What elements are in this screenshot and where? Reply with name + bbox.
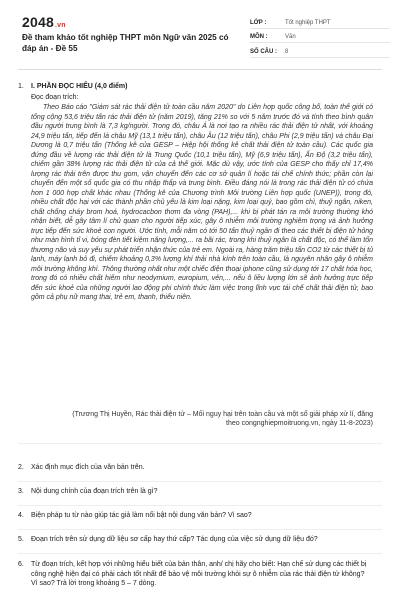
question-number: 5. (18, 536, 24, 543)
logo-suffix: .vn (54, 22, 66, 29)
meta-row-count (250, 43, 390, 58)
section-title (18, 82, 127, 92)
question-text: Từ đoạn trích, kết hợp với những hiểu biết của bản thân, anh/ chị hãy cho biết: Hạn chế sử dụng các thiết bị công nghệ hiện đại có phải cách tốt nhất để bảo vệ môi trường khỏi sự ô nhiễm của rác thải điện tử không? Vì sao? Trả lời trong khoảng 5 – 7 dòng. (31, 561, 367, 587)
question-number: 3. (18, 488, 24, 495)
divider (18, 481, 382, 482)
source-citation-link: theo congnghiepmoitruong.vn, ngày 11-8-2023) (226, 420, 373, 427)
meta-value: Văn (285, 34, 296, 40)
divider (18, 443, 382, 444)
meta-row-subject (250, 29, 390, 44)
question-number: 1. (18, 83, 24, 90)
question-text: Đoạn trích trên sử dụng dữ liệu sơ cấp hay thứ cấp? Tác dụng của việc sử dụng dữ liệu đó? (31, 536, 318, 543)
section-heading: I. PHẦN ĐỌC HIỂU (4,0 điểm) (31, 83, 128, 90)
question-number: 6. (18, 561, 24, 568)
reading-label: Đọc đoạn trích: (31, 94, 79, 101)
divider (18, 529, 382, 530)
divider (18, 553, 382, 554)
header-divider (18, 69, 382, 70)
question-number: 4. (18, 512, 24, 519)
question-text: Nội dung chính của đoạn trích trên là gì? (31, 488, 158, 495)
site-logo[interactable] (22, 14, 66, 30)
reading-passage: Theo Báo cáo "Giám sát rác thải điện tử toàn cầu năm 2020" do Liên hợp quốc công bố, toàn thế giới có tổng cộng 53,6 triệu tấn rác thải điện tử (năm 2019), tăng 21% so với 5 năm trước đó và tính theo bình quân đầu người trung bình là 7,3 kg/người. Trong đó, châu Á là nơi tạo ra nhiều rác thải điện tử nhất, với khoảng 24,9 triệu tấn, tiếp đến là châu Mỹ (13,1 triệu tấn), châu Âu (12 triệu tấn), châu Phi (2,9 triệu tấn) và châu Đại Dương là 0,7 triệu tấn (Thống kê của GESP – Hiệp hội thống kê chất thải điện tử toàn cầu). Các quốc gia đứng đầu về lượng rác thải điện tử là Trung Quốc (10,1 triệu tấn), Mỹ (6,9 triệu tấn), Ấn Độ (3,2 triệu tấn), chiếm gần 38% lượng rác thải điện tử của cả thế giới. Mặc dù vậy, ước tính của GESP cho thấy chỉ 17,4% lượng rác thải trên được thu gom, vận chuyển đến các cơ sở quản lí hoặc tái chế chính thức; phần còn lại chuyển đến một số quốc gia có thu nhập thấp và trung bình. Điều đáng nói là trong rác thải điện tử có chứa hơn 1 000 hợp chất khác nhau (Thống kê của Chương trình Môi trường Liên hợp quốc (UNEP)), trong đó, nhiều chất độc hại với các thành phần chủ yếu là kim loại nặng, kim loại quý, bao gồm chì, thuỷ ngân, niken, chất chống cháy brom hoá, hydrocacbon thơm đa vòng (PAH),... khi bị phát tán ra môi trường thường khó nhận biết, dễ gây tâm lí chủ quan cho người tiếp xúc, gây ô nhiễm môi trường nghiêm trọng và ảnh hưởng trực tiếp đến sức khoẻ con người. Ước tính, mỗi năm có tới 50 tấn thuỷ ngân đi theo các thiết bị điện tử hỏng như màn hình tỉ vi, bóng đèn tiết kiệm năng lượng,... ra bãi rác, trong khi thuỷ ngân là chất độc, có thể làm tổn thương não và suy yếu sự phát triển nhận thức của trẻ em. Ngoài ra, hàng trăm triệu tấn CO2 từ các thiết bị tủ lạnh, máy lạnh bỏ đi, chiếm khoảng 0,3% lượng khí thải nhà kính trên toàn cầu, là nguyên nhân gây ô nhiễm môi trường không khí. Thông thường nhất như một chiếc điện thoại iphone cũng sử dụng tới 17 chất hóa học, trong đó có nhiều chất hiếm như neodymium, europium, vẻn,... nếu ô liều lượng lớn sẽ ảnh hưởng trực tiếp đến sức khoẻ của những người lao động phi chính thức làm việc trong lĩnh vực tái chế chất thải điện tử, bao gồm cả phụ nữ mang thai, trẻ em, thanh, thiếu niên. (31, 104, 373, 301)
meta-label: LỚP : (250, 19, 267, 26)
meta-value: Tốt nghiệp THPT (285, 19, 331, 26)
meta-label: MÔN : (250, 34, 268, 40)
page-title: Đề tham khảo tốt nghiệp THPT môn Ngữ văn 2025 có đáp án - Đề 55 (22, 33, 229, 53)
source-citation: (Trương Thị Huyền, Rác thải điện tử – Mối nguy hại trên toàn cầu và một số giải pháp xử lí, đăng (72, 411, 373, 418)
divider (18, 505, 382, 506)
question-text: Xác định mục đích của văn bản trên. (31, 464, 145, 471)
page-header (0, 0, 400, 62)
meta-label: SỐ CÂU : (250, 48, 277, 55)
question-number: 2. (18, 464, 24, 471)
exam-meta (250, 14, 390, 58)
question-text: Biện pháp tu từ nào giúp tác giả làm nổi bật nội dung văn bản? Vì sao? (31, 512, 252, 519)
meta-value: 8 (285, 48, 289, 55)
logo-text: 2048 (22, 14, 54, 30)
meta-row-class (250, 14, 390, 29)
